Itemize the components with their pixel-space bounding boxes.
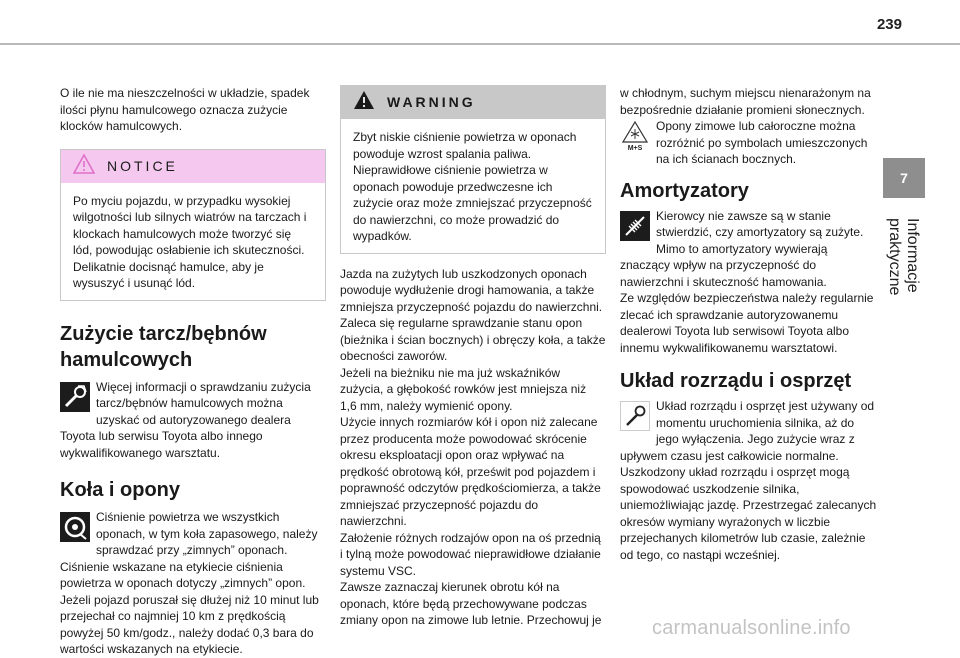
tyres-paragraph-2: Jeżeli na bieżniku nie ma już wskaźników zużycia, a głębokość rowków jest mniejsza niż 1,6 mm, należy wymienić opony. bbox=[340, 365, 587, 413]
winter-tyres-text: Opony zimowe lub całoroczne można rozróżnić po symbolach umieszczonych na ich ścianach bocznych. bbox=[656, 119, 868, 166]
shock-absorber-icon bbox=[620, 211, 650, 241]
shock-absorbers-text-2: Ze względów bezpieczeństwa należy regularnie zlecać ich sprawdzanie autoryzowanemu dealerowi Toyota lub serwisowi Toyota albo innemu wykwalifikowanemu warsztatowi. bbox=[620, 291, 874, 355]
chapter-tab[interactable]: 7 bbox=[883, 158, 925, 198]
tyres-paragraph-5: Zawsze zaznaczaj kierunek obrotu kół na oponach, które będą przechowywane podczas zmiany opon na zimowe lub letnie. Przechowuj je bbox=[340, 580, 602, 627]
shock-absorbers-heading: Amortyzatory bbox=[620, 179, 749, 202]
brake-wear-text: Więcej informacji o sprawdzaniu zużycia tarcz/bębnów hamulcowych można uzyskać od autoryzowanego dealera Toyota lub serwisu Toyota albo innego wykwalifikowanego warsztatu. bbox=[60, 379, 311, 460]
watermark: carmanualsonline.info bbox=[652, 617, 851, 639]
header-divider bbox=[0, 43, 960, 45]
column-3 bbox=[620, 85, 878, 563]
brake-wear-heading: Zużycie tarcz/bębnów hamulcowych bbox=[60, 322, 267, 371]
column-1 bbox=[60, 85, 326, 658]
tyres-paragraph-3: Użycie innych rozmiarów kół i opon niż zalecane przez producenta może powodować skrócenie okresu eksploatacji opon oraz wpływać na prędkość obrotową kół, prześwit pod pojazdem i poprawność odczytów prędkościomierza, a także zmniejszać przyczepność pojazdu do nawierzchni. bbox=[340, 415, 601, 528]
tyres-heading: Koła i opony bbox=[60, 479, 180, 501]
wrench-icon bbox=[620, 401, 650, 431]
notice-box bbox=[60, 149, 326, 301]
page-number: 239 bbox=[876, 16, 902, 33]
warning-text: Zbyt niskie ciśnienie powietrza w oponach powoduje wzrost spalania paliwa. Nieprawidłowe ciśnienie powietrza w oponach powoduje przedwczesne ich zużycie oraz może zmniejszać przyczepność do nawierzchni, co może prowadzić do wypadków. bbox=[353, 130, 592, 243]
timing-text-2: Uszkodzony układ rozrządu i osprzęt mogą spowodować uszkodzenie silnika, uniemożliwiając jazdę. Przestrzegać zalecanych okresów wymiany wyrażonych w liczbie przejechanych kilometrów lub czasie, zależnie od tego, co nastąpi wcześniej. bbox=[620, 465, 877, 562]
storage-paragraph: w chłodnym, suchym miejscu nienarażonym na bezpośrednie działanie promieni słonecznych. bbox=[620, 86, 871, 117]
tyres-text: Ciśnienie powietrza we wszystkich oponach, w tym koła zapasowego, należy sprawdzać przy „zimnych” oponach. bbox=[96, 510, 318, 557]
timing-text: Układ rozrządu i osprzęt jest używany od momentu uruchomienia silnika, aż do jego wyłączenia. Jego zużycie wraz z upływem czasu jest całkowicie normalne. bbox=[620, 399, 875, 463]
shock-absorbers-section bbox=[620, 208, 878, 357]
tyres-paragraph-1: Jazda na zużytych lub uszkodzonych oponach powoduje wydłużenie drogi hamowania, a także zmniejsza przyczepność pojazdu do nawierzchni. Zaleca się regularne sprawdzanie stanu opon (bieżnika i ścian bocznych) i obręczy koła, a także obecności zaworów. bbox=[340, 266, 606, 363]
tyre-service-icon bbox=[60, 512, 90, 542]
warning-box bbox=[340, 85, 606, 254]
warning-label: WARNING bbox=[387, 94, 476, 111]
notice-triangle-icon bbox=[73, 154, 95, 179]
brake-wear-section bbox=[60, 379, 326, 462]
notice-header bbox=[61, 150, 325, 183]
notice-text: Po myciu pojazdu, w przypadku wysokiej wilgotności lub silnych wiatrów na tarczach i klockach hamulcowych może tworzyć się lód, powodując osłabienie ich skuteczności. Delikatnie docisnąć hamulce, aby je wysuszyć i usunąć lód. bbox=[73, 193, 307, 290]
warning-header bbox=[341, 86, 605, 119]
tyres-section bbox=[60, 509, 326, 658]
tyres-text-2: Ciśnienie wskazane na etykiecie ciśnienia powietrza w oponach dotyczy „zimnych” opon. Jeżeli pojazd poruszał się dłużej niż 10 minut lub przejechał co najmniej 10 km z prędkością powyżej 50 km/godz., należy dodać 0,3 bara do wartości wskazanych na etykiecie. bbox=[60, 559, 319, 656]
timing-heading: Układ rozrządu i osprzęt bbox=[620, 370, 852, 392]
chapter-title: Informacje praktyczne bbox=[886, 218, 921, 296]
warning-triangle-icon bbox=[353, 90, 375, 115]
notice-label: NOTICE bbox=[107, 157, 178, 174]
winter-tyres-section bbox=[620, 118, 878, 168]
timing-section bbox=[620, 398, 878, 563]
tyres-paragraph-4: Założenie różnych rodzajów opon na oś przednią i tylną może powodować nieprawidłowe działanie systemu VSC. bbox=[340, 530, 601, 578]
shock-absorbers-text: Kierowcy nie zawsze są w stanie stwierdzić, czy amortyzatory są zużyte. Mimo to amortyzatory wywierają znaczący wpływ na przyczepność do nawierzchni i skuteczność hamowania. bbox=[620, 208, 864, 289]
ms-symbol-text: M+S bbox=[627, 145, 643, 151]
brake-fluid-paragraph: O ile nie ma nieszczelności w układzie, spadek ilości płynu hamulcowego oznacza zużycie klocków hamulcowych. bbox=[60, 86, 310, 133]
wrench-service-icon bbox=[60, 382, 90, 412]
column-2 bbox=[340, 85, 606, 629]
snowflake-ms-icon bbox=[620, 121, 650, 151]
